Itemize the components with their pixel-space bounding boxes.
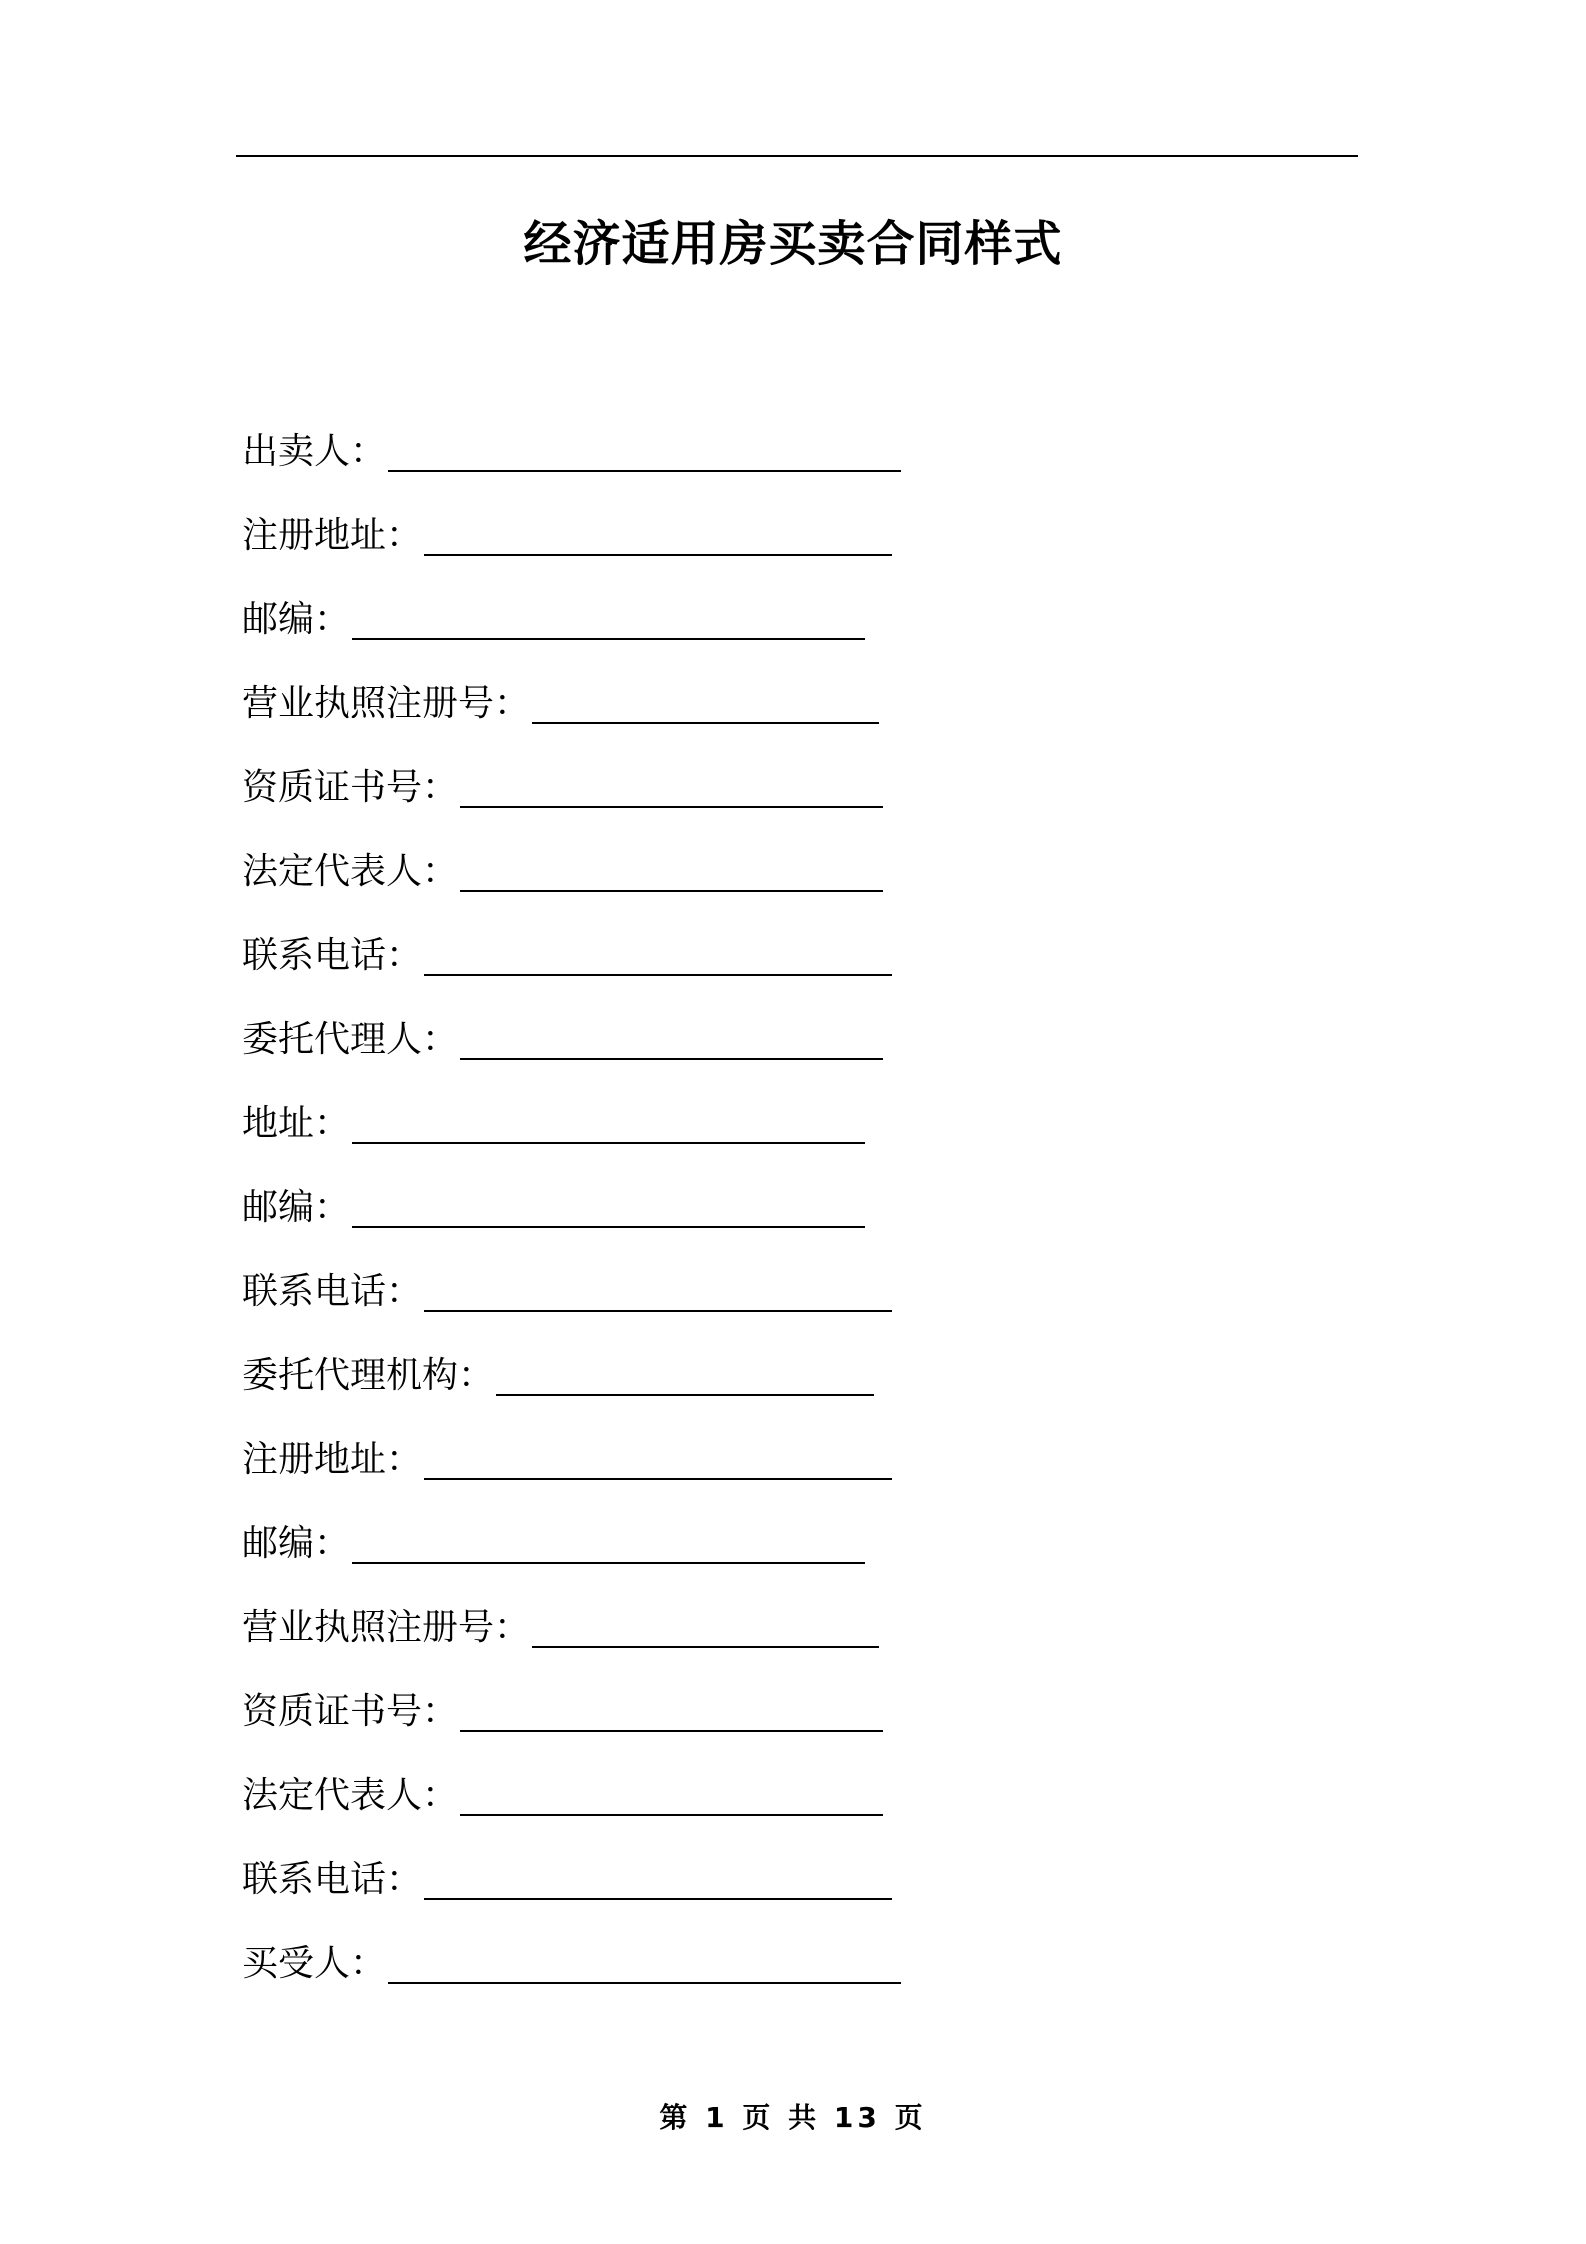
field-label: 法定代表人 — [242, 851, 423, 892]
page-number: 第 1 页 共 13 页 — [659, 2101, 927, 2134]
form-field-row — [242, 662, 901, 746]
header-rule — [236, 155, 1358, 157]
field-label: 邮编 — [242, 1187, 315, 1228]
document-title: 经济适用房买卖合同样式 — [523, 216, 1063, 272]
field-colon: ： — [458, 1355, 495, 1396]
field-label: 委托代理人 — [242, 1019, 423, 1060]
fill-in-blank[interactable] — [424, 1272, 892, 1312]
form-field-row — [242, 1586, 901, 1670]
fill-in-blank[interactable] — [388, 432, 901, 472]
fill-in-blank[interactable] — [388, 1944, 901, 1984]
field-label: 营业执照注册号 — [242, 683, 495, 724]
field-colon: ： — [314, 599, 351, 640]
fill-in-blank[interactable] — [460, 768, 883, 808]
field-colon: ： — [314, 1187, 351, 1228]
field-label: 法定代表人 — [242, 1775, 423, 1816]
field-colon: ： — [386, 935, 423, 976]
form-field-row — [242, 1838, 901, 1922]
field-colon: ： — [350, 431, 387, 472]
form-field-row — [242, 830, 901, 914]
fill-in-blank[interactable] — [424, 936, 892, 976]
field-colon: ： — [494, 1607, 531, 1648]
fill-in-blank[interactable] — [532, 1608, 879, 1648]
field-label: 联系电话 — [242, 1271, 387, 1312]
form-field-row — [242, 578, 901, 662]
field-label: 委托代理机构 — [242, 1355, 459, 1396]
field-colon: ： — [386, 1859, 423, 1900]
fill-in-blank[interactable] — [424, 516, 892, 556]
field-colon: ： — [422, 767, 459, 808]
field-colon: ： — [494, 683, 531, 724]
field-colon: ： — [422, 1775, 459, 1816]
field-label: 买受人 — [242, 1943, 351, 1984]
form-field-row — [242, 410, 901, 494]
fill-in-blank[interactable] — [352, 1524, 865, 1564]
field-label: 邮编 — [242, 1523, 315, 1564]
field-label: 联系电话 — [242, 935, 387, 976]
form-field-row — [242, 998, 901, 1082]
field-colon: ： — [386, 1439, 423, 1480]
form-field-row — [242, 1334, 901, 1418]
fill-in-blank[interactable] — [352, 1104, 865, 1144]
field-label: 出卖人 — [242, 431, 351, 472]
field-colon: ： — [422, 1691, 459, 1732]
party-info-fields — [242, 410, 901, 2006]
fill-in-blank[interactable] — [424, 1440, 892, 1480]
form-field-row — [242, 914, 901, 998]
field-colon: ： — [422, 1019, 459, 1060]
field-label: 邮编 — [242, 599, 315, 640]
form-field-row — [242, 746, 901, 830]
form-field-row — [242, 1502, 901, 1586]
form-field-row — [242, 1166, 901, 1250]
form-field-row — [242, 1082, 901, 1166]
field-colon: ： — [314, 1103, 351, 1144]
fill-in-blank[interactable] — [496, 1356, 874, 1396]
form-field-row — [242, 1754, 901, 1838]
field-label: 营业执照注册号 — [242, 1607, 495, 1648]
form-field-row — [242, 1922, 901, 2006]
field-colon: ： — [386, 1271, 423, 1312]
form-field-row — [242, 1250, 901, 1334]
form-field-row — [242, 494, 901, 578]
fill-in-blank[interactable] — [424, 1860, 892, 1900]
form-field-row — [242, 1418, 901, 1502]
field-label: 资质证书号 — [242, 1691, 423, 1732]
fill-in-blank[interactable] — [460, 1020, 883, 1060]
field-colon: ： — [422, 851, 459, 892]
fill-in-blank[interactable] — [352, 600, 865, 640]
fill-in-blank[interactable] — [352, 1188, 865, 1228]
field-colon: ： — [386, 515, 423, 556]
fill-in-blank[interactable] — [460, 1776, 883, 1816]
field-label: 资质证书号 — [242, 767, 423, 808]
fill-in-blank[interactable] — [532, 684, 879, 724]
fill-in-blank[interactable] — [460, 852, 883, 892]
field-colon: ： — [350, 1943, 387, 1984]
fill-in-blank[interactable] — [460, 1692, 883, 1732]
field-label: 注册地址 — [242, 1439, 387, 1480]
form-field-row — [242, 1670, 901, 1754]
field-label: 注册地址 — [242, 515, 387, 556]
field-colon: ： — [314, 1523, 351, 1564]
field-label: 联系电话 — [242, 1859, 387, 1900]
field-label: 地址 — [242, 1103, 315, 1144]
